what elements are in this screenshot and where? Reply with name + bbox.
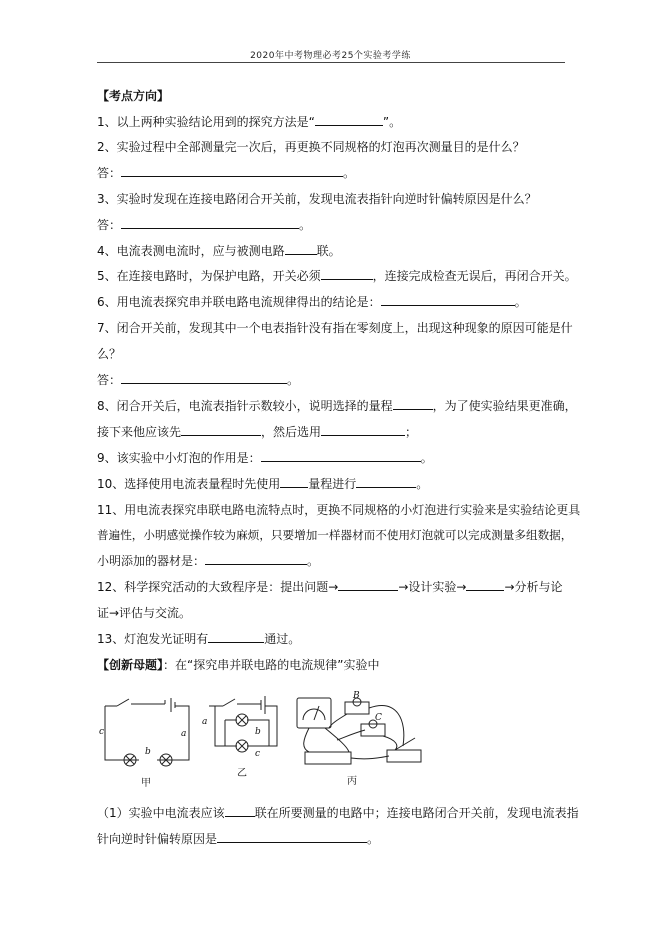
circuit-yi xyxy=(209,696,277,752)
bulb-b-icon xyxy=(345,702,369,714)
question-13: 13、灯泡发光证明有 通过。 xyxy=(97,632,301,646)
circuit-diagrams xyxy=(97,690,427,790)
answer-7: 答： 。 xyxy=(97,373,300,387)
point-label-c2: c xyxy=(255,749,261,759)
answer-blank[interactable] xyxy=(121,165,343,177)
section-title-innovation: 【创新母题】 xyxy=(97,658,164,672)
question-12: 12、科学探究活动的大致程序是：提出问题→ →设计实验→ →分析与论 xyxy=(97,580,563,594)
answer-blank[interactable] xyxy=(356,476,416,488)
answer-blank[interactable] xyxy=(321,268,373,280)
answer-blank[interactable] xyxy=(393,398,433,410)
answer-blank[interactable] xyxy=(285,243,317,255)
question-11-answer: 小明添加的器材是： 。 xyxy=(97,554,320,568)
figure-label-yi: 乙 xyxy=(237,768,247,779)
battery-icon xyxy=(305,752,351,764)
point-label-b: b xyxy=(145,747,151,757)
page-header: 2020年中考物理必考25个实验考学练 xyxy=(250,51,411,61)
question-7: 7、闭合开关前，发现其中一个电表指针没有指在零刻度上，出现这种现象的原因可能是什 xyxy=(97,321,573,335)
question-12-continued: 证→评估与交流。 xyxy=(97,606,192,620)
question-7-continued: 么？ xyxy=(97,347,122,361)
answer-blank[interactable] xyxy=(261,450,421,462)
question-8-continued: 接下来他应该先 ，然后选用 ； xyxy=(97,425,418,439)
answer-blank[interactable] xyxy=(280,476,308,488)
ammeter-icon xyxy=(297,698,331,728)
bulb-label-b: B xyxy=(353,691,360,701)
bulb-label-c: C xyxy=(375,713,382,723)
figure-label-bing: 丙 xyxy=(347,776,357,787)
switch-icon xyxy=(387,750,421,762)
question-9: 9、该实验中小灯泡的作用是： 。 xyxy=(97,451,433,465)
point-label-a2: a xyxy=(202,717,208,727)
question-11: 11、用电流表探究串联电路电流特点时，更换不同规格的小灯泡进行实验来是实验结论更具 xyxy=(97,503,581,517)
question-4: 4、电流表测电流时，应与被测电路 联。 xyxy=(97,244,341,258)
answer-blank[interactable] xyxy=(217,831,367,843)
part-1-continued: 针向逆时针偏转原因是 。 xyxy=(97,832,380,846)
answer-3: 答： 。 xyxy=(97,218,312,232)
answer-blank[interactable] xyxy=(121,372,287,384)
answer-blank[interactable] xyxy=(338,579,398,591)
question-11-continued: 普遍性，小明感觉操作较为麻烦，只要增加一样器材而不使用灯泡就可以完成测量多组数据， xyxy=(97,528,573,542)
section-title-exam-points: 【考点方向】 xyxy=(97,89,170,103)
answer-blank[interactable] xyxy=(205,553,307,565)
apparatus-bing xyxy=(297,698,421,764)
point-label-c: c xyxy=(99,727,105,737)
question-8: 8、闭合开关后，电流表指针示数较小，说明选择的量程 ，为了使实验结果更准确， xyxy=(97,399,577,413)
question-3: 3、实验时发现在连接电路闭合开关前，发现电流表指针向逆时针偏转原因是什么？ xyxy=(97,192,537,206)
header-rule xyxy=(97,62,565,63)
figure-label-jia: 甲 xyxy=(141,778,151,789)
answer-blank[interactable] xyxy=(121,217,299,229)
answer-blank[interactable] xyxy=(181,424,261,436)
answer-blank[interactable] xyxy=(225,805,255,817)
answer-2: 答： 。 xyxy=(97,166,356,180)
answer-blank[interactable] xyxy=(466,579,504,591)
question-6: 6、用电流表探究串并联电路电流规律得出的结论是： 。 xyxy=(97,295,527,309)
answer-blank[interactable] xyxy=(381,294,515,306)
question-1: 1、以上两种实验结论用到的探究方法是“ ”。 xyxy=(97,115,402,129)
question-2: 2、实验过程中全部测量完一次后，再更换不同规格的灯泡再次测量目的是什么？ xyxy=(97,140,525,154)
question-5: 5、在连接电路时，为保护电路，开关必须 ，连接完成检查无误后，再闭合开关。 xyxy=(97,269,577,283)
part-1: （1）实验中电流表应该 联在所要测量的电路中；连接电路闭合开关前，发现电流表指 xyxy=(97,806,579,820)
answer-blank[interactable] xyxy=(208,631,264,643)
point-label-a: a xyxy=(181,729,187,739)
section-innovation: 【创新母题】：在“探究串并联电路的电流规律”实验中 xyxy=(97,658,380,672)
answer-blank[interactable] xyxy=(321,424,405,436)
answer-blank[interactable] xyxy=(315,114,383,126)
question-10: 10、选择使用电流表量程时先使用 量程进行 。 xyxy=(97,477,429,491)
point-label-b2: b xyxy=(255,727,261,737)
